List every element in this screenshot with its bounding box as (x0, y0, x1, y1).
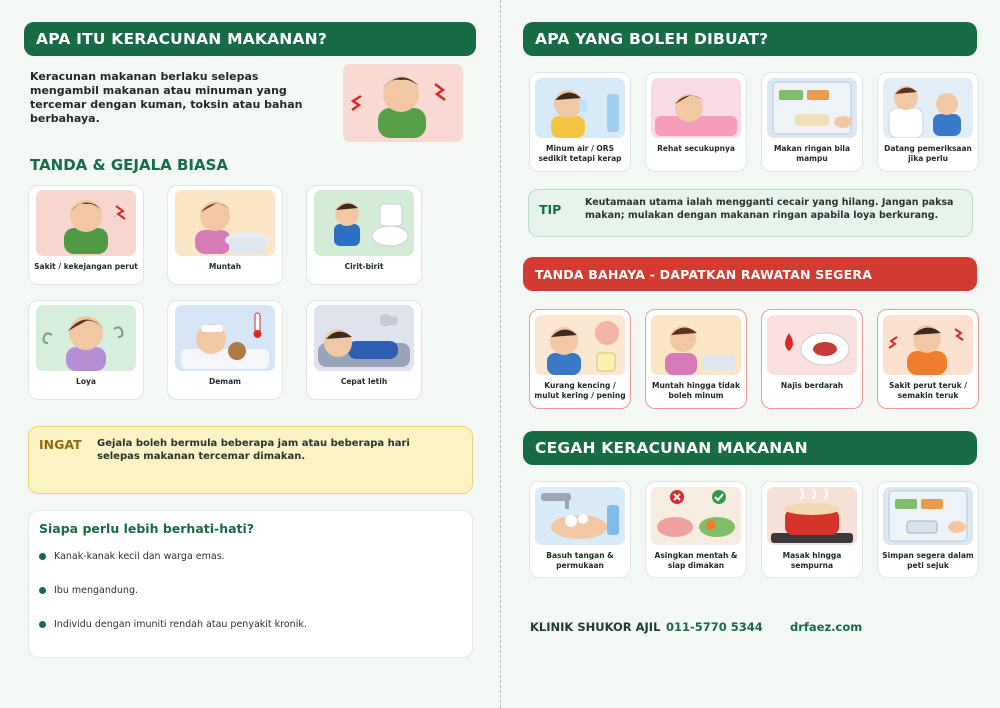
sign-label: Cirit-birit (344, 262, 384, 271)
prevent-header-text: CEGAH KERACUNAN MAKANAN (535, 439, 808, 457)
todo-card (645, 72, 747, 172)
prevent-card (877, 481, 979, 578)
careful-item (39, 619, 307, 630)
danger-card (761, 309, 863, 409)
severe-vomit-icon (651, 315, 741, 375)
remember-box (28, 426, 473, 494)
toilet-icon (314, 190, 414, 256)
tip-text: Keutamaan utama ialah mengganti cecair yang hilang. Jangan paksa makan; mulakan dengan makanan ringan apabila loya berkurang. (585, 197, 954, 221)
nausea-icon (36, 305, 136, 371)
sign-card (167, 300, 283, 400)
todo-label: Rehat secukupnya (657, 144, 735, 153)
signs-title: TANDA & GEJALA BIASA (30, 156, 228, 174)
todo-card (877, 72, 979, 172)
footer-phone: 011-5770 5344 (666, 620, 763, 634)
prevent-label: Basuh tangan & permukaan (546, 551, 614, 570)
danger-label: Kurang kencing / mulut kering / pening (534, 381, 626, 400)
drink-water-icon (535, 78, 625, 138)
todo-card (761, 72, 863, 172)
fridge-icon (883, 487, 973, 545)
cook-pot-icon (767, 487, 857, 545)
careful-title: Siapa perlu lebih berhati-hati? (39, 521, 255, 536)
sign-card (167, 185, 283, 285)
dehydration-icon (535, 315, 625, 375)
prevent-header (523, 431, 977, 465)
sign-label: Loya (76, 377, 96, 386)
todo-label: Makan ringan bila mampu (773, 144, 851, 163)
severe-pain-icon (883, 315, 973, 375)
danger-card (529, 309, 631, 409)
danger-label: Najis berdarah (780, 381, 844, 390)
bullet-dot (39, 587, 46, 594)
sign-label: Demam (208, 377, 241, 386)
sign-card (306, 185, 422, 285)
danger-label: Muntah hingga tidak boleh minum (652, 381, 740, 400)
footer-web: drfaez.com (790, 620, 863, 634)
danger-label: Sakit perut teruk / semakin teruk (889, 381, 967, 400)
danger-header (523, 257, 977, 291)
careful-item-text: Ibu mengandung. (54, 585, 138, 596)
todo-header (523, 22, 977, 56)
sign-card (306, 300, 422, 400)
stomach-pain-hero-icon (343, 64, 463, 142)
light-food-icon (767, 78, 857, 138)
sign-label: Muntah (208, 262, 242, 271)
fever-icon (175, 305, 275, 371)
prevent-card (529, 481, 631, 578)
careful-item (39, 551, 225, 562)
prevent-card (645, 481, 747, 578)
careful-item-text: Individu dengan imuniti rendah atau penyakit kronik. (54, 619, 307, 630)
tired-icon (314, 305, 414, 371)
prevent-label: Masak hingga sempurna (782, 551, 842, 570)
todo-card (529, 72, 631, 172)
prevent-card (761, 481, 863, 578)
danger-header-text: TANDA BAHAYA - DAPATKAN RAWATAN SEGERA (535, 266, 873, 282)
sign-card (28, 300, 144, 400)
rest-icon (651, 78, 741, 138)
bullet-dot (39, 553, 46, 560)
sign-label: Sakit / kekejangan perut (34, 262, 138, 271)
prevent-label: Asingkan mentah & siap dimakan (654, 551, 738, 570)
sign-label: Cepat letih (340, 377, 388, 386)
what-is-text: Keracunan makanan berlaku selepas mengambil makanan atau minuman yang tercemar dengan kuman, toksin atau bahan berbahaya. (30, 70, 303, 125)
sign-card (28, 185, 144, 285)
separate-food-icon (651, 487, 741, 545)
remember-text: Gejala boleh bermula beberapa jam atau beberapa hari selepas makanan tercemar dimakan. (97, 438, 410, 462)
fold-divider (500, 0, 501, 708)
vomit-icon (175, 190, 275, 256)
todo-label: Datang pemeriksaan jika perlu (884, 144, 972, 163)
danger-card (877, 309, 979, 409)
careful-item-text: Kanak-kanak kecil dan warga emas. (54, 551, 225, 562)
prevent-label: Simpan segera dalam peti sejuk (882, 551, 974, 570)
what-is-header (24, 22, 476, 56)
doctor-icon (883, 78, 973, 138)
tip-box (528, 189, 973, 237)
careful-item (39, 585, 138, 596)
blood-stool-icon (767, 315, 857, 375)
careful-box (28, 510, 473, 658)
todo-header-text: APA YANG BOLEH DIBUAT? (535, 30, 769, 48)
remember-tag: INGAT (39, 437, 82, 452)
tip-tag: TIP (539, 202, 562, 217)
handwash-icon (535, 487, 625, 545)
footer-clinic: KLINIK SHUKOR AJIL (530, 620, 661, 634)
todo-label: Minum air / ORS sedikit tetapi kerap (538, 144, 622, 163)
what-is-header-text: APA ITU KERACUNAN MAKANAN? (36, 30, 328, 48)
danger-card (645, 309, 747, 409)
stomach-pain-icon (36, 190, 136, 256)
bullet-dot (39, 621, 46, 628)
